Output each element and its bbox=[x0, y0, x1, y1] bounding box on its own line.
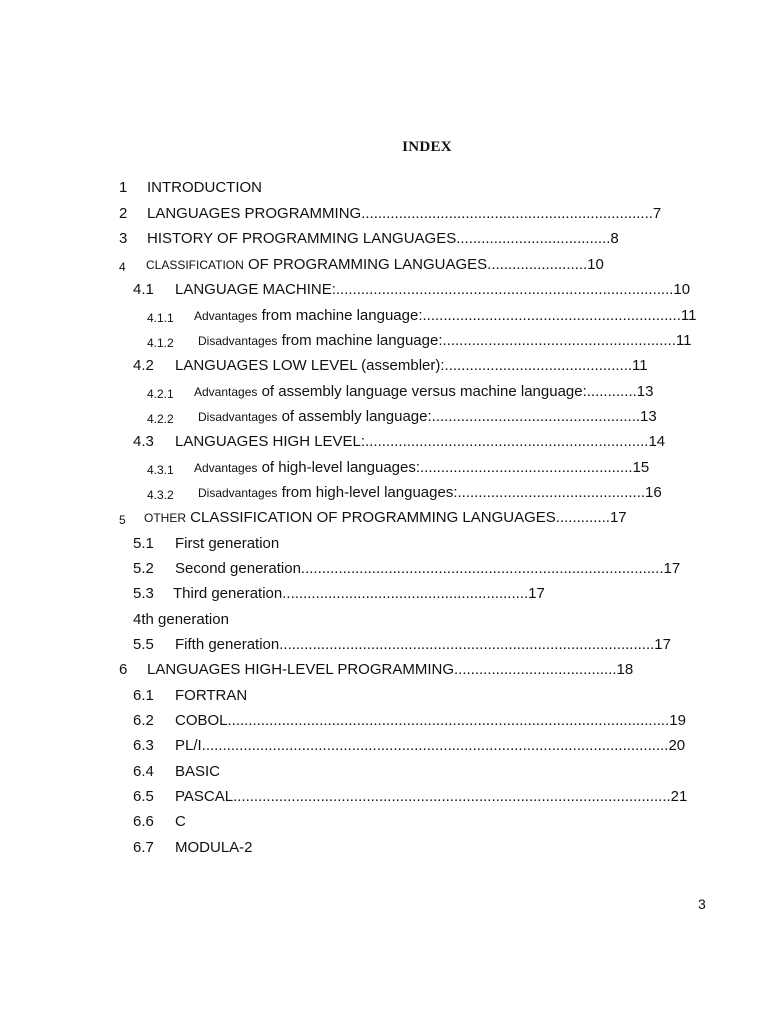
toc-number: 4.2.1 bbox=[147, 387, 174, 401]
toc-small-word: OTHER bbox=[144, 511, 186, 525]
page-number: 3 bbox=[698, 896, 706, 912]
toc-text: Second generation.......................................................................................17 bbox=[175, 560, 681, 577]
toc-text: 4th generation bbox=[133, 611, 229, 628]
toc-number: 4.2.2 bbox=[147, 412, 174, 426]
toc-text: of assembly language:..................................................13 bbox=[281, 408, 657, 425]
toc-small-word: CLASSIFICATION bbox=[146, 258, 244, 272]
toc-number: 1 bbox=[119, 179, 128, 196]
toc-number: 5.5 bbox=[133, 636, 154, 653]
toc-number: 6.7 bbox=[133, 839, 154, 856]
toc-text: MODULA-2 bbox=[175, 839, 253, 856]
toc-text: CLASSIFICATION OF PROGRAMMING LANGUAGES.............17 bbox=[190, 509, 627, 526]
toc-number: 5.3 bbox=[133, 585, 154, 602]
toc-number: 6.2 bbox=[133, 712, 154, 729]
toc-text: PL/I................................................................................................................20 bbox=[175, 737, 686, 754]
toc-small-word: Disadvantages bbox=[198, 334, 278, 348]
toc-text: INTRODUCTION bbox=[147, 179, 262, 196]
toc-text: from machine language:..............................................................11 bbox=[261, 307, 697, 324]
toc-number: 6.3 bbox=[133, 737, 154, 754]
toc-number: 2 bbox=[119, 205, 128, 222]
toc-text: from machine language:........................................................11 bbox=[281, 332, 692, 349]
toc-text: of assembly language versus machine language:............13 bbox=[261, 383, 654, 400]
toc-number: 6 bbox=[119, 661, 128, 678]
toc-text: PASCAL.........................................................................................................21 bbox=[175, 788, 688, 805]
toc-small-word: Disadvantages bbox=[198, 410, 278, 424]
toc-text: from high-level languages:.............................................16 bbox=[281, 484, 662, 501]
toc-text: LANGUAGES LOW LEVEL (assembler):.............................................11 bbox=[175, 357, 648, 374]
toc-number: 4.2 bbox=[133, 357, 154, 374]
toc-number: 4.3.1 bbox=[147, 463, 174, 477]
toc-number: 5 bbox=[119, 513, 126, 527]
toc-small-word: Disadvantages bbox=[198, 486, 278, 500]
toc-number: 4.1 bbox=[133, 281, 154, 298]
toc-number: 6.1 bbox=[133, 687, 154, 704]
toc-text: FORTRAN bbox=[175, 687, 248, 704]
toc-small-word: Advantages bbox=[194, 385, 258, 399]
toc-text: Fifth generation..........................................................................................17 bbox=[175, 636, 671, 653]
toc-text: Third generation...........................................................17 bbox=[173, 585, 545, 602]
toc-number: 4.1.1 bbox=[147, 311, 174, 325]
toc-text: HISTORY OF PROGRAMMING LANGUAGES.....................................8 bbox=[147, 230, 619, 247]
toc-number: 4 bbox=[119, 260, 126, 274]
toc-small-word: Advantages bbox=[194, 461, 258, 475]
toc-text: COBOL..........................................................................................................19 bbox=[175, 712, 686, 729]
toc-text: First generation bbox=[175, 535, 280, 552]
toc-number: 5.2 bbox=[133, 560, 154, 577]
toc-number: 3 bbox=[119, 230, 128, 247]
toc-small-word: Advantages bbox=[194, 309, 258, 323]
toc-text: LANGUAGES HIGH-LEVEL PROGRAMMING.......................................18 bbox=[147, 661, 634, 678]
toc-text: C bbox=[175, 813, 186, 830]
toc-number: 6.6 bbox=[133, 813, 154, 830]
toc-number: 4.3.2 bbox=[147, 488, 174, 502]
toc-text: OF PROGRAMMING LANGUAGES........................10 bbox=[247, 256, 604, 273]
toc-number: 5.1 bbox=[133, 535, 154, 552]
toc-number: 4.1.2 bbox=[147, 336, 174, 350]
toc-number: 6.5 bbox=[133, 788, 154, 805]
toc-text: LANGUAGE MACHINE:.................................................................................10 bbox=[175, 281, 691, 298]
toc-text: of high-level languages:...................................................15 bbox=[261, 459, 650, 476]
toc-text: LANGUAGES HIGH LEVEL:....................................................................14 bbox=[175, 433, 666, 450]
toc-number: 6.4 bbox=[133, 763, 154, 780]
toc-number: 4.3 bbox=[133, 433, 154, 450]
index-title: INDEX bbox=[402, 139, 452, 155]
toc-text: LANGUAGES PROGRAMMING......................................................................7 bbox=[147, 205, 662, 222]
toc-text: BASIC bbox=[175, 763, 221, 780]
